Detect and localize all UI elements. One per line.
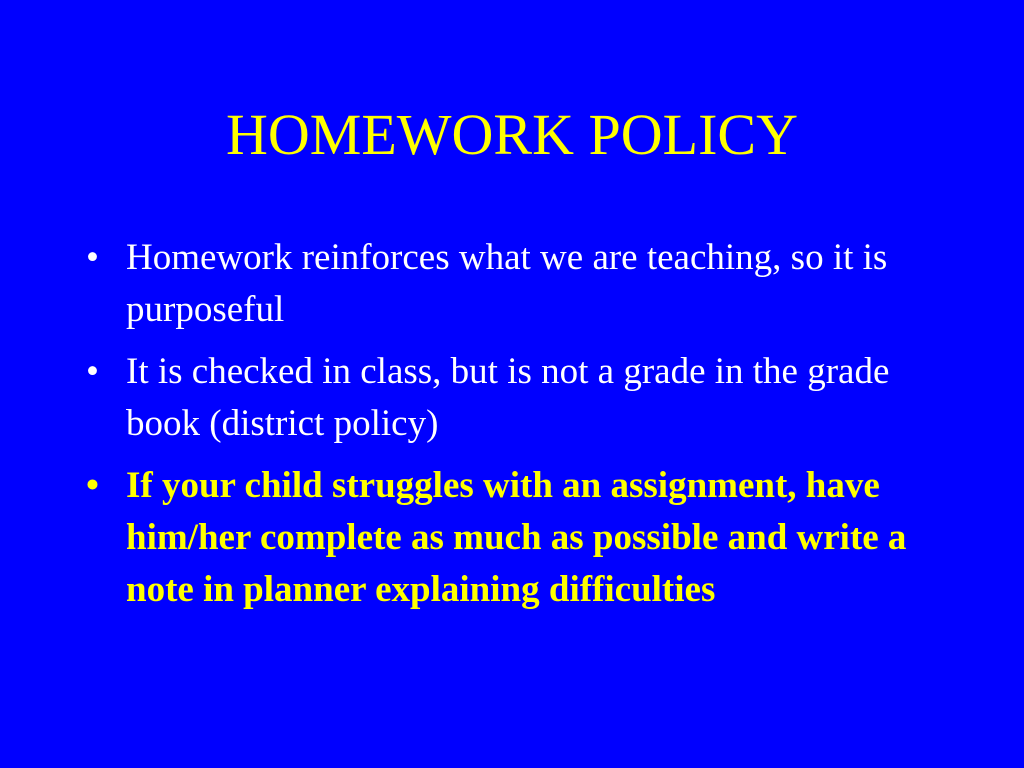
bullet-item-highlighted: [86, 460, 956, 616]
slide-title: HOMEWORK POLICY: [226, 102, 798, 167]
bullet-text: Homework reinforces what we are teaching, so it is purposeful: [126, 237, 888, 330]
bullet-marker: •: [86, 237, 99, 278]
bullet-text: It is checked in class, but is not a grade in the grade book (district policy): [126, 351, 890, 444]
bullet-text: If your child struggles with an assignment, have him/her complete as much as possible and write a note in planner explaining difficulties: [126, 465, 907, 610]
bullet-item: [86, 232, 956, 336]
bullet-marker: •: [86, 351, 99, 392]
bullet-item: [86, 346, 956, 450]
bullet-marker: •: [86, 465, 99, 506]
bullet-list: [86, 232, 956, 626]
